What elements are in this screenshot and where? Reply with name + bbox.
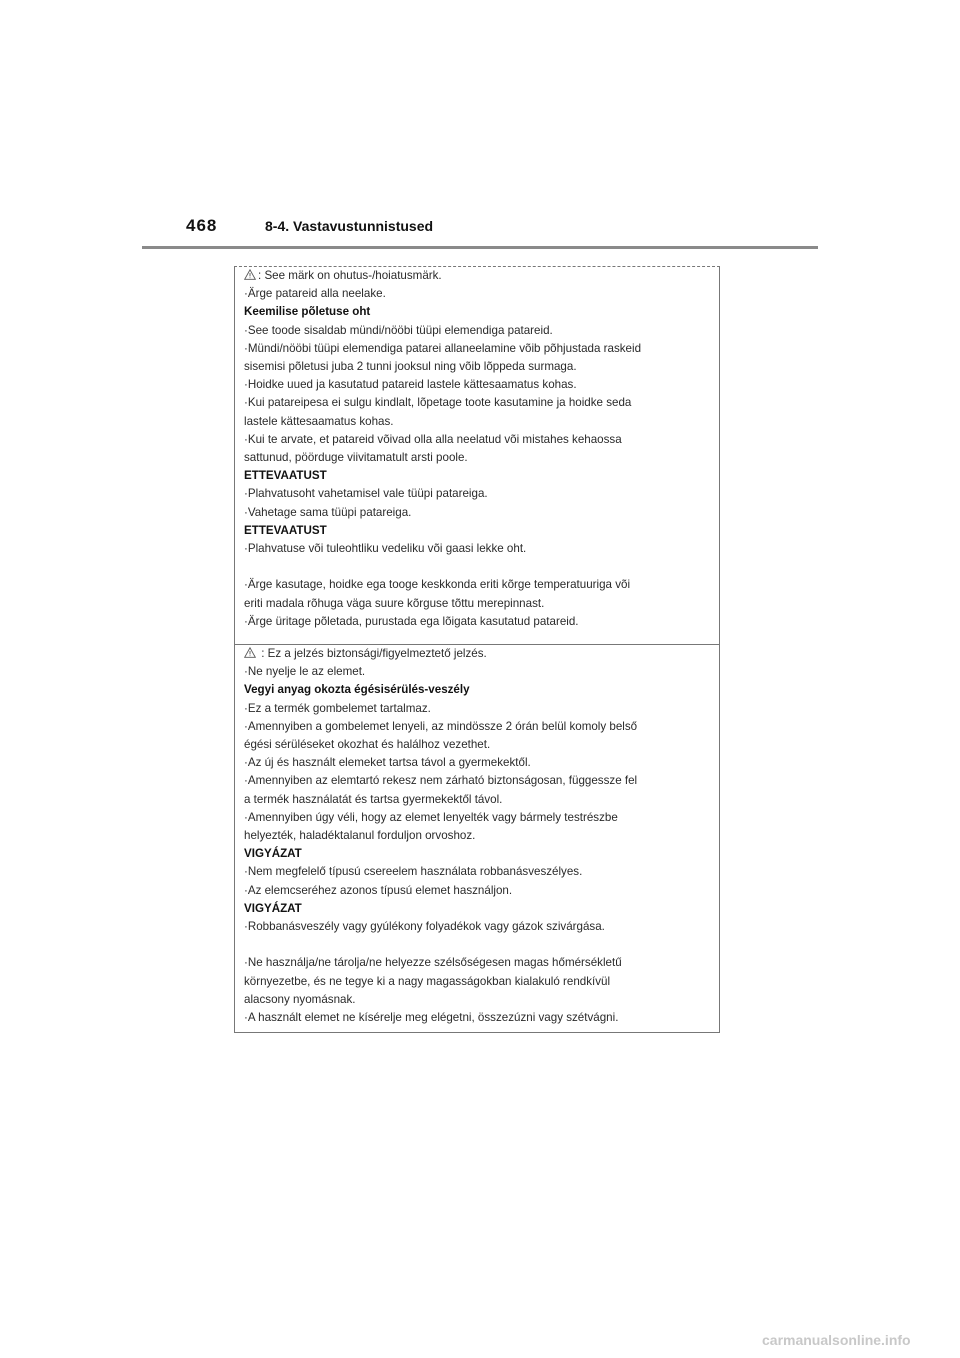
- estonian-line-text-2: Keemilise põletuse oht: [244, 305, 371, 319]
- estonian-line-13: [244, 504, 715, 522]
- hungarian-line-text-15: ·Robbanásveszély vagy gyúlékony folyadékok vagy gázok szivárgása.: [244, 920, 605, 934]
- estonian-line-text-18: eriti madala rõhuga väga suure kõrguse tõttu merepinnast.: [244, 596, 545, 610]
- hungarian-line-9: [244, 809, 715, 827]
- hungarian-line-20: [244, 1009, 715, 1027]
- hungarian-line-3: [244, 700, 715, 718]
- hungarian-line-text-19: alacsony nyomásnak.: [244, 992, 356, 1006]
- estonian-warning-box: [234, 266, 720, 645]
- estonian-line-4: [244, 340, 715, 358]
- hungarian-line-0: [244, 645, 715, 663]
- hungarian-line-text-14: VIGYÁZAT: [244, 901, 302, 915]
- estonian-line-9: [244, 431, 715, 449]
- page-header: [142, 212, 818, 249]
- estonian-line-text-3: ·See toode sisaldab mündi/nööbi tüüpi elemendiga patareid.: [244, 323, 553, 337]
- hungarian-line-6: [244, 754, 715, 772]
- hungarian-line-text-7: ·Amennyiben az elemtartó rekesz nem zárható biztonságosan, függessze fel: [244, 774, 638, 788]
- estonian-line-16: [244, 558, 715, 576]
- hungarian-line-text-17: ·Ne használja/ne tárolja/ne helyezze szélsőségesen magas hőmérsékletű: [244, 956, 622, 970]
- hungarian-line-12: [244, 863, 715, 881]
- hungarian-line-text-13: ·Az elemcseréhez azonos típusú elemet használjon.: [244, 883, 513, 897]
- hungarian-line-11: [244, 845, 715, 863]
- hungarian-line-13: [244, 882, 715, 900]
- hungarian-line-4: [244, 718, 715, 736]
- estonian-line-text-12: ·Plahvatusoht vahetamisel vale tüüpi patareiga.: [244, 487, 488, 501]
- warning-triangle-icon: [244, 269, 256, 280]
- estonian-line-6: [244, 376, 715, 394]
- estonian-line-10: [244, 449, 715, 467]
- estonian-line-text-9: ·Kui te arvate, et patareid võivad olla alla neelatud või mistahes kehaossa: [244, 432, 622, 446]
- hungarian-line-text-10: helyezték, haladéktalanul forduljon orvoshoz.: [244, 829, 476, 843]
- estonian-line-14: [244, 522, 715, 540]
- hungarian-line-text-20: ·A használt elemet ne kísérelje meg elégetni, összezúzni vagy szétvágni.: [244, 1011, 619, 1025]
- estonian-line-0: [244, 267, 715, 285]
- estonian-line-text-4: ·Mündi/nööbi tüüpi elemendiga patarei allaneelamine võib põhjustada raskeid: [244, 341, 642, 355]
- hungarian-line-text-11: VIGYÁZAT: [244, 847, 302, 861]
- estonian-line-2: [244, 303, 715, 321]
- estonian-line-text-14: ETTEVAATUST: [244, 523, 327, 537]
- hungarian-line-18: [244, 973, 715, 991]
- hungarian-line-7: [244, 772, 715, 790]
- hungarian-line-19: [244, 991, 715, 1009]
- estonian-line-19: [244, 613, 715, 631]
- estonian-line-3: [244, 322, 715, 340]
- hungarian-line-text-0: : Ez a jelzés biztonsági/figyelmeztető jelzés.: [258, 647, 487, 660]
- hungarian-line-text-4: ·Amennyiben a gombelemet lenyeli, az mindössze 2 órán belül komoly belső: [244, 719, 638, 733]
- estonian-line-text-17: ·Ärge kasutage, hoidke ega tooge keskkonda eriti kõrge temperatuuriga või: [244, 578, 631, 592]
- hungarian-line-10: [244, 827, 715, 845]
- hungarian-line-15: [244, 918, 715, 936]
- estonian-line-text-6: ·Hoidke uued ja kasutatud patareid lastele kättesaamatus kohas.: [244, 378, 577, 392]
- hungarian-line-2: [244, 681, 715, 699]
- estonian-line-text-10: sattunud, pöörduge viivitamatult arsti poole.: [244, 451, 468, 465]
- estonian-line-text-5: sisemisi põletusi juba 2 tunni jooksul ning võib lõppeda surmaga.: [244, 360, 577, 374]
- estonian-line-text-8: lastele kättesaamatus kohas.: [244, 414, 394, 428]
- estonian-line-text-19: ·Ärge üritage põletada, purustada ega lõigata kasutatud patareid.: [244, 614, 579, 628]
- warning-triangle-icon: [244, 647, 256, 658]
- estonian-line-text-7: ·Kui patareipesa ei sulgu kindlalt, lõpetage toote kasutamine ja hoidke seda: [244, 396, 632, 410]
- page-number: 468: [186, 216, 218, 235]
- hungarian-line-text-8: a termék használatát és tartsa gyermekektől távol.: [244, 792, 503, 806]
- estonian-line-17: [244, 576, 715, 594]
- estonian-line-8: [244, 413, 715, 431]
- hungarian-line-text-6: ·Az új és használt elemeket tartsa távol a gyermekektől.: [244, 756, 531, 770]
- estonian-line-text-1: ·Ärge patareid alla neelake.: [244, 287, 386, 301]
- hungarian-line-text-1: ·Ne nyelje le az elemet.: [244, 665, 366, 679]
- estonian-line-15: [244, 540, 715, 558]
- estonian-line-11: [244, 467, 715, 485]
- hungarian-line-text-12: ·Nem megfelelő típusú csereelem használata robbanásveszélyes.: [244, 865, 583, 879]
- watermark: carmanualsonline.info: [762, 1332, 911, 1348]
- hungarian-line-text-9: ·Amennyiben úgy véli, hogy az elemet lenyelték vagy bármely testrészbe: [244, 810, 618, 824]
- hungarian-warning-box: [234, 645, 720, 1033]
- estonian-line-text-13: ·Vahetage sama tüüpi patareiga.: [244, 505, 412, 519]
- estonian-line-18: [244, 595, 715, 613]
- estonian-line-1: [244, 285, 715, 303]
- hungarian-line-14: [244, 900, 715, 918]
- estonian-line-text-11: ETTEVAATUST: [244, 469, 327, 483]
- estonian-line-5: [244, 358, 715, 376]
- estonian-line-7: [244, 394, 715, 412]
- hungarian-line-text-5: égési sérüléseket okozhat és halálhoz vezethet.: [244, 738, 491, 752]
- hungarian-line-text-3: ·Ez a termék gombelemet tartalmaz.: [244, 701, 431, 715]
- estonian-line-text-0: : See märk on ohutus-/hoiatusmärk.: [258, 269, 442, 282]
- hungarian-line-text-18: környezetbe, és ne tegye ki a nagy magasságokban kialakuló rendkívül: [244, 974, 611, 988]
- section-title: 8-4. Vastavustunnistused: [265, 218, 434, 234]
- estonian-line-12: [244, 485, 715, 503]
- hungarian-line-8: [244, 791, 715, 809]
- hungarian-line-text-2: Vegyi anyag okozta égésisérülés-veszély: [244, 683, 470, 697]
- hungarian-line-1: [244, 663, 715, 681]
- hungarian-line-16: [244, 936, 715, 954]
- hungarian-line-17: [244, 954, 715, 972]
- hungarian-line-5: [244, 736, 715, 754]
- estonian-line-text-15: ·Plahvatuse või tuleohtliku vedeliku või gaasi lekke oht.: [244, 542, 527, 556]
